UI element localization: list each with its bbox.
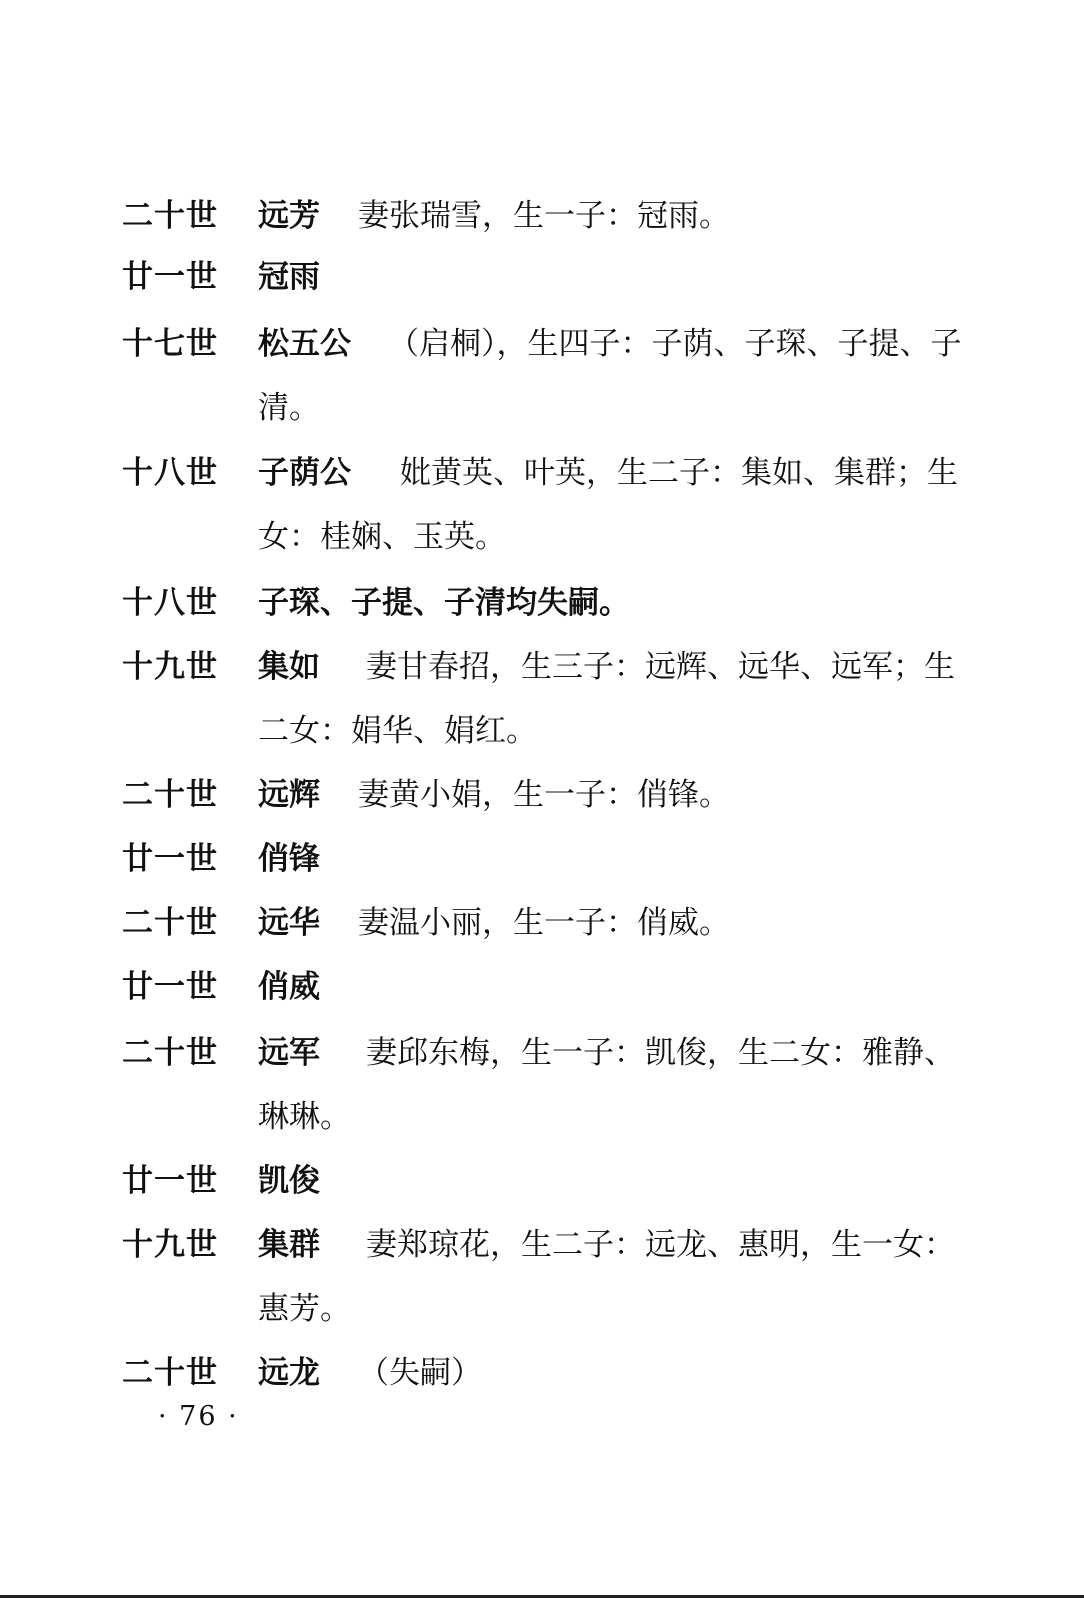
entry-note-continuation: 二女：娟华、娟红。 — [258, 713, 537, 749]
person-name: 子琛、子提、子清均失嗣。 — [258, 585, 630, 621]
person-name: 远华 — [258, 905, 320, 941]
generation-label: 十八世 — [122, 455, 218, 491]
generation-label: 廿一世 — [122, 841, 218, 877]
generation-label: 十九世 — [122, 1227, 218, 1263]
person-name: 凯俊 — [258, 1163, 320, 1199]
generation-label: 二十世 — [122, 1035, 218, 1071]
entry-note: 妻甘春招，生三子：远辉、远华、远军；生 — [366, 649, 955, 685]
generation-label: 二十世 — [122, 777, 218, 813]
entry-note: 妣黄英、叶英，生二子：集如、集群；生 — [400, 455, 958, 491]
entry-note: 妻张瑞雪，生一子：冠雨。 — [358, 198, 730, 234]
entry-note-continuation: 惠芳。 — [258, 1291, 351, 1327]
generation-label: 廿一世 — [122, 259, 218, 295]
person-name: 远芳 — [258, 198, 320, 234]
person-name: 集群 — [258, 1227, 320, 1263]
entry-note-continuation: 琳琳。 — [258, 1099, 351, 1135]
person-name: 集如 — [258, 649, 320, 685]
generation-label: 二十世 — [122, 198, 218, 234]
generation-label: 二十世 — [122, 1355, 218, 1391]
generation-label: 十八世 — [122, 585, 218, 621]
person-name: 俏锋 — [258, 841, 320, 877]
entry-note: 妻温小丽，生一子：俏威。 — [358, 905, 730, 941]
entry-note-continuation: 清。 — [258, 390, 320, 426]
person-name: 冠雨 — [258, 259, 320, 295]
page-number: · 76 · — [158, 1401, 239, 1432]
entry-note: （启桐），生四子：子荫、子琛、子提、子 — [388, 326, 962, 362]
scan-edge-line — [0, 1595, 1084, 1598]
entry-note: 妻黄小娟，生一子：俏锋。 — [358, 777, 730, 813]
generation-label: 二十世 — [122, 905, 218, 941]
person-name: 远龙 — [258, 1355, 320, 1391]
entry-note: 妻郑琼花，生二子：远龙、惠明，生一女： — [366, 1227, 955, 1263]
entry-note: 妻邱东梅，生一子：凯俊，生二女：雅静、 — [366, 1035, 955, 1071]
generation-label: 廿一世 — [122, 969, 218, 1005]
person-name: 松五公 — [258, 326, 351, 362]
person-name: 子荫公 — [258, 455, 351, 491]
person-name: 远军 — [258, 1035, 320, 1071]
generation-label: 十九世 — [122, 649, 218, 685]
person-name: 俏威 — [258, 969, 320, 1005]
generation-label: 廿一世 — [122, 1163, 218, 1199]
entry-note-continuation: 女：桂娴、玉英。 — [258, 519, 506, 555]
entry-note: （失嗣） — [358, 1355, 482, 1391]
person-name: 远辉 — [258, 777, 320, 813]
generation-label: 十七世 — [122, 326, 218, 362]
